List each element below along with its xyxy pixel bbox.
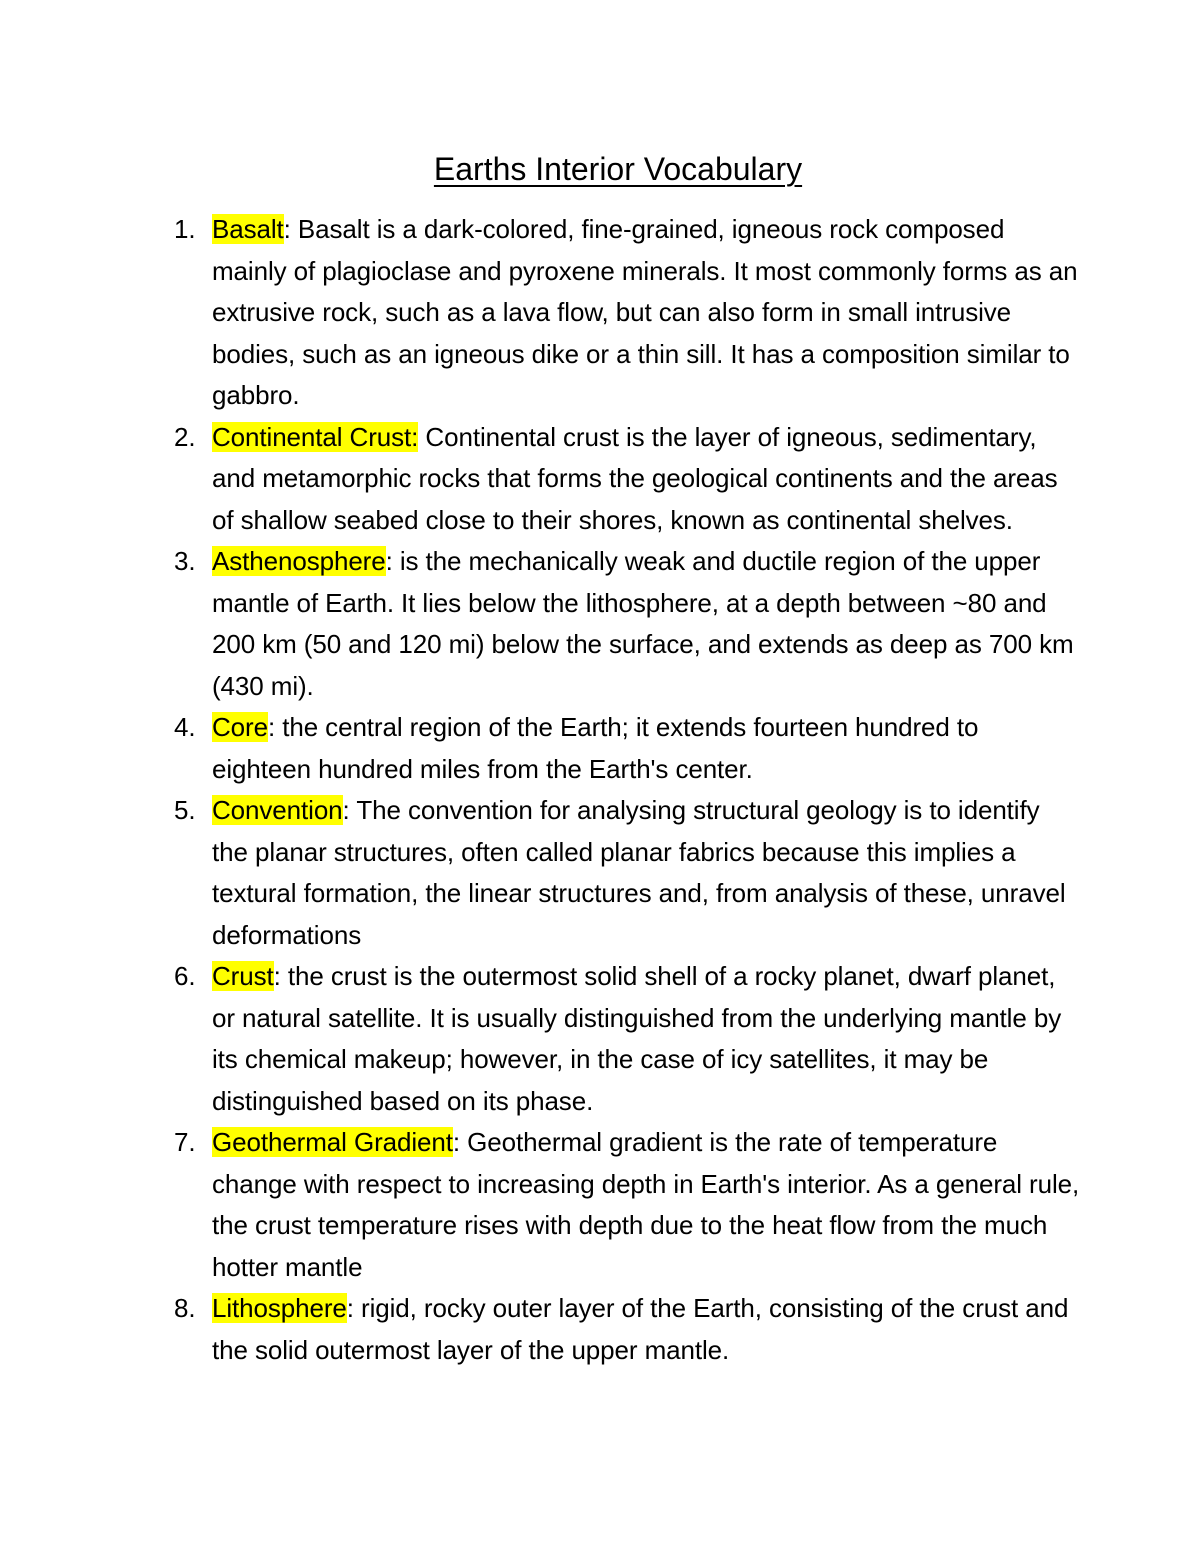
list-item xyxy=(174,209,1082,417)
term-separator: : xyxy=(452,1127,461,1157)
highlighted-term: Asthenosphere xyxy=(212,546,386,576)
page-title: Earths Interior Vocabulary xyxy=(433,151,803,187)
list-item xyxy=(174,541,1082,707)
term-definition: Continental crust is the layer of igneous, sedimentary, and metamorphic rocks that forms the geological continents and the areas of shallow seabed close to their shores, known as continental shelves. xyxy=(212,421,1058,535)
term-separator: : xyxy=(283,214,291,244)
list-item xyxy=(174,417,1082,542)
item-number: 7. xyxy=(174,1127,196,1157)
term-separator: : xyxy=(385,546,393,576)
term-definition: Basalt is a dark-colored, fine-grained, igneous rock composed mainly of plagioclase and pyroxene minerals. It most commonly forms as an extrusive rock, such as a lava flow, but can also form in small intrusive bodies, such as an igneous dike or a thin sill. It has a composition similar to gabbro. xyxy=(212,214,1078,410)
item-number: 5. xyxy=(174,795,196,825)
item-number: 3. xyxy=(174,546,196,576)
term-definition: Geothermal gradient is the rate of temperature change with respect to increasing depth in Earth's interior. As a general rule, the crust temperature rises with depth due to the heat flow from the much hotter mantle xyxy=(212,1127,1080,1282)
item-number: 8. xyxy=(174,1293,196,1323)
item-number: 6. xyxy=(174,961,196,991)
term-definition: The convention for analysing structural geology is to identify the planar structures, often called planar fabrics because this implies a textural formation, the linear structures and, from analysis of these, unravel deformations xyxy=(212,795,1066,950)
highlighted-term: Geothermal Gradient xyxy=(212,1127,453,1157)
term-separator: : xyxy=(342,795,350,825)
item-number: 2. xyxy=(174,421,196,452)
list-item xyxy=(174,956,1082,1122)
term-definition: the central region of the Earth; it extends fourteen hundred to eighteen hundred miles from the Earth's center. xyxy=(212,712,979,784)
term-definition: rigid, rocky outer layer of the Earth, consisting of the crust and the solid outermost layer of the upper mantle. xyxy=(212,1293,1069,1365)
highlighted-term: Convention xyxy=(212,795,343,825)
list-item xyxy=(174,707,1082,790)
term-separator: : xyxy=(267,712,276,742)
item-number: 1. xyxy=(174,214,196,244)
highlighted-term: Core xyxy=(212,712,268,742)
vocabulary-list xyxy=(174,209,1082,1371)
list-item xyxy=(174,790,1082,956)
highlighted-term: Basalt xyxy=(212,214,284,244)
term-definition: is the mechanically weak and ductile region of the upper mantle of Earth. It lies below the lithosphere, at a depth between ~80 and 200 km (50 and 120 mi) below the surface, and extends as deep as 700 km (430 mi). xyxy=(212,546,1074,701)
term-separator: : xyxy=(346,1293,354,1323)
highlighted-term: Lithosphere xyxy=(212,1293,347,1323)
highlighted-term: Crust xyxy=(212,961,274,991)
term-separator: : xyxy=(273,961,281,991)
list-item xyxy=(174,1122,1082,1288)
term-definition: the crust is the outermost solid shell of a rocky planet, dwarf planet, or natural satellite. It is usually distinguished from the underlying mantle by its chemical makeup; however, in the case of icy satellites, it may be distinguished based on its phase. xyxy=(212,961,1062,1116)
highlighted-term: Continental Crust: xyxy=(212,421,419,452)
list-item xyxy=(174,1288,1082,1371)
item-number: 4. xyxy=(174,712,196,742)
